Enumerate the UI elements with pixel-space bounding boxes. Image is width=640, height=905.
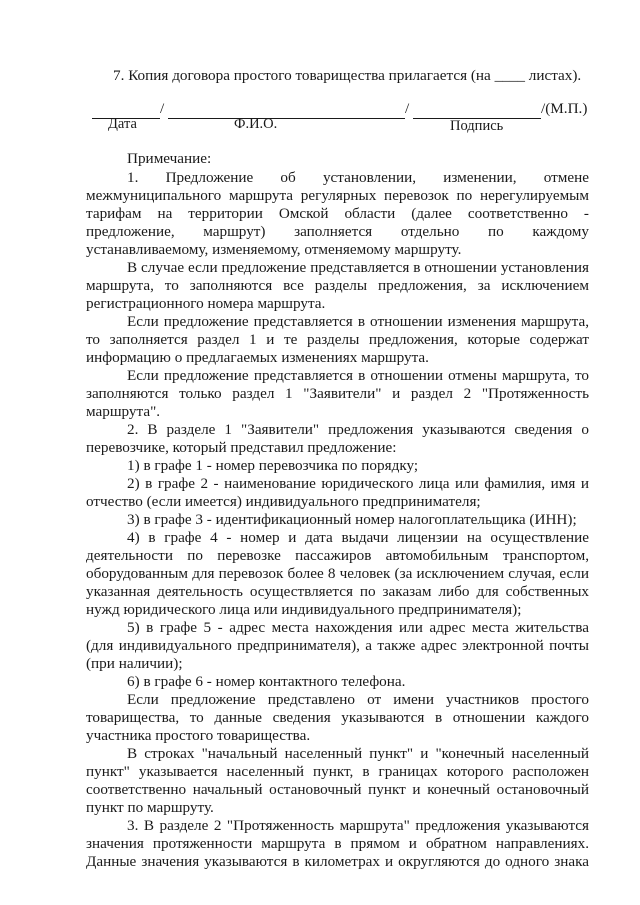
text-line: (для индивидуального предпринимателя), а также адрес электронной почты xyxy=(86,637,589,654)
text-line: нужд юридического лица или индивидуального предпринимателя); xyxy=(86,601,522,618)
text-line: значения протяженности маршрута в прямом и обратном направлениях. xyxy=(86,835,589,852)
separator-slash: / xyxy=(405,100,410,117)
text-line: указанная деятельность осуществляется по заказам либо для собственных xyxy=(86,583,589,600)
text-line: перевозчике, который представил предложение: xyxy=(86,439,397,456)
list-item: 1) в графе 1 - номер перевозчика по порядку; xyxy=(127,457,419,474)
text-line: маршрута, то заполняются все разделы предложения, за исключением xyxy=(86,277,589,294)
list-item: 2) в графе 2 - наименование юридического лица или фамилия, имя и xyxy=(127,475,589,492)
list-item: 6) в графе 6 - номер контактного телефона. xyxy=(127,673,406,690)
text-line: оборудованным для перевозок более 8 человек (за исключением случая, если xyxy=(86,565,589,582)
text-line: участника простого товарищества. xyxy=(86,727,311,744)
text-line: маршрута". xyxy=(86,403,161,420)
stamp-label: /(М.П.) xyxy=(541,100,588,117)
text-line: регистрационного номера маршрута. xyxy=(86,295,326,312)
text-line: то заполняется раздел 1 и те разделы предложения, которые содержат xyxy=(86,331,589,348)
text-line: межмуниципального маршрута регулярных перевозок по нерегулируемым xyxy=(86,187,589,204)
text-line: устанавливаемому, изменяемому, отменяемому маршруту. xyxy=(86,241,462,258)
text-line: пункт" указывается населенный пункт, в границах которого расположен xyxy=(86,763,589,780)
text-line: 2. В разделе 1 "Заявители" предложения указываются сведения о xyxy=(127,421,589,438)
item-7-attachment-note: 7. Копия договора простого товарищества прилагается (на ____ листах). xyxy=(113,67,582,84)
text-line: деятельности по перевозке пассажиров автомобильным транспортом, xyxy=(86,547,589,564)
name-caption: Ф.И.О. xyxy=(234,116,278,132)
text-line: Если предложение представляется в отношении изменения маршрута, xyxy=(127,313,589,330)
note-heading: Примечание: xyxy=(127,150,212,167)
text-line: 1. Предложение об установлении, изменении, отмене xyxy=(127,169,589,186)
text-line: В строках "начальный населенный пункт" и "конечный населенный xyxy=(127,745,589,762)
separator-slash: / xyxy=(160,100,165,117)
name-field-line xyxy=(168,118,405,119)
signature-caption: Подпись xyxy=(450,118,504,134)
list-item: 3) в графе 3 - идентификационный номер налогоплательщика (ИНН); xyxy=(127,511,577,528)
text-line: соответственно начальный остановочный пункт и конечный остановочный xyxy=(86,781,589,798)
text-line: В случае если предложение представляется в отношении установления xyxy=(127,259,589,276)
text-line: пункт по маршруту. xyxy=(86,799,214,816)
text-line: товарищества, то данные сведения указываются в отношении каждого xyxy=(86,709,589,726)
text-line: отчество (если имеется) индивидуального предпринимателя; xyxy=(86,493,481,510)
date-caption: Дата xyxy=(108,116,137,132)
text-line: информацию о предлагаемых изменениях маршрута. xyxy=(86,349,429,366)
text-line: Если предложение представлено от имени участников простого xyxy=(127,691,589,708)
list-item: 5) в графе 5 - адрес места нахождения или адрес места жительства xyxy=(127,619,589,636)
text-line: тарифам на территории Омской области (далее соответственно - xyxy=(86,205,589,222)
text-line: предложение, маршрут) заполняется отдельно по каждому xyxy=(86,223,589,240)
text-line: Если предложение представляется в отношении отмены маршрута, то xyxy=(127,367,589,384)
text-line: (при наличии); xyxy=(86,655,183,672)
text-line: 3. В разделе 2 "Протяженность маршрута" предложения указываются xyxy=(127,817,589,834)
text-line: заполняются только раздел 1 "Заявители" и раздел 2 "Протяженность xyxy=(86,385,589,402)
list-item: 4) в графе 4 - номер и дата выдачи лицензии на осуществление xyxy=(127,529,589,546)
text-line: Данные значения указываются в километрах и округляются до одного знака xyxy=(86,853,589,870)
